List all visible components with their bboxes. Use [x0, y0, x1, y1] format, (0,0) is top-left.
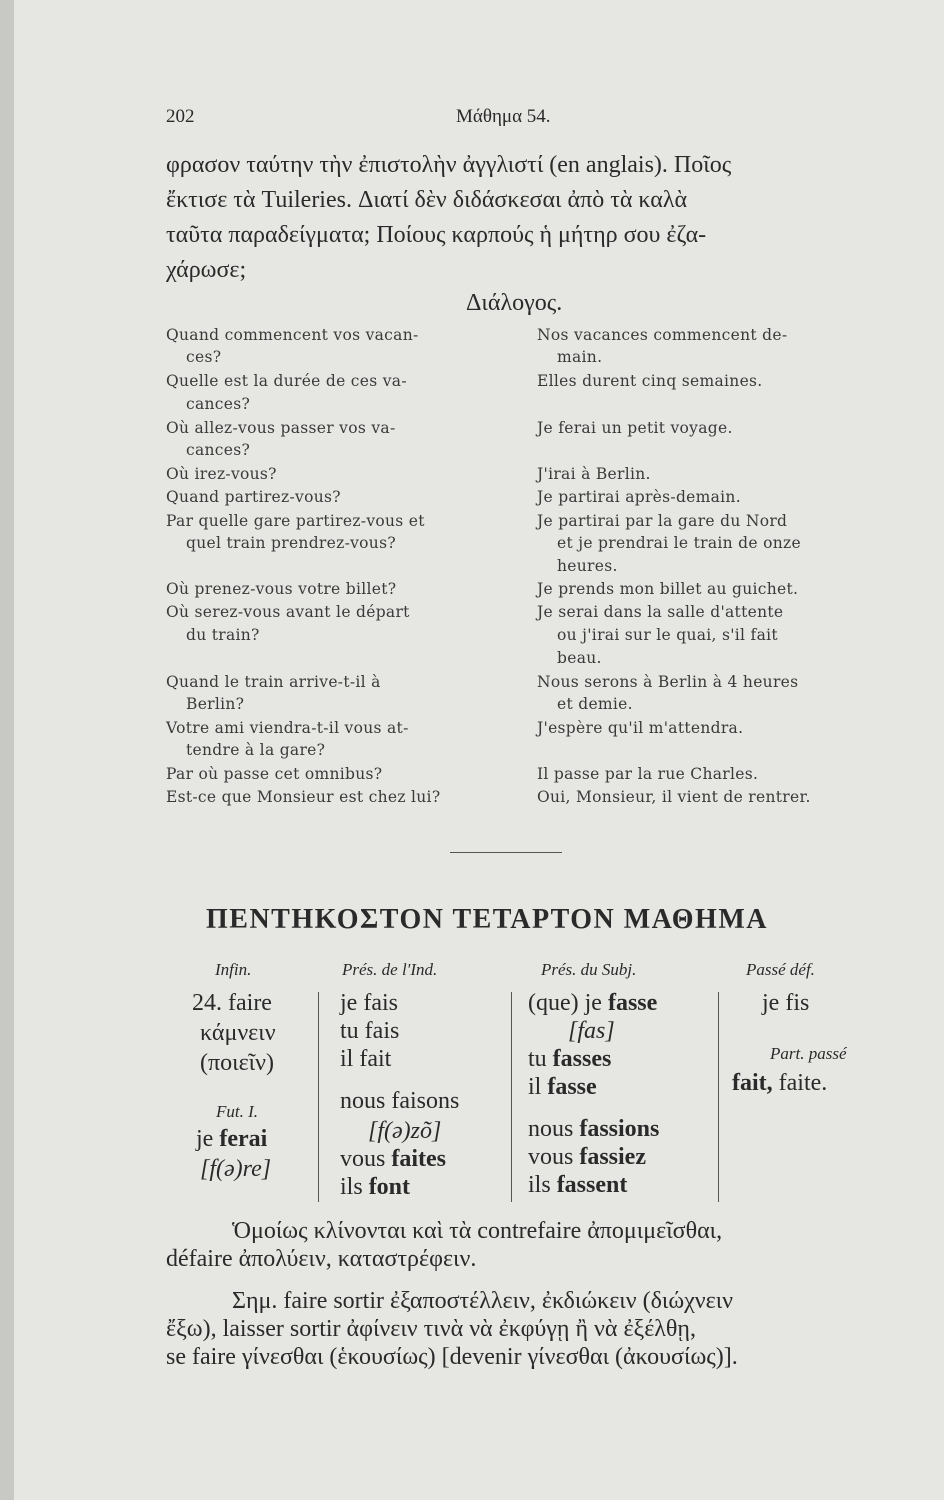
- column-divider: [318, 992, 319, 1202]
- dialog-question: Votre ami viendra-t-il vous at-: [166, 719, 409, 737]
- page-edge: [0, 0, 14, 1500]
- dialog-answer: Je partirai après-demain.: [537, 488, 741, 506]
- pres-subj-phonetic: [fas]: [568, 1018, 615, 1044]
- dialog-question: Où allez-vous passer vos va-: [166, 419, 396, 437]
- dialog-answer: Nous serons à Berlin à 4 heures: [537, 673, 799, 691]
- pres-subj-tu: tu fasses: [528, 1046, 612, 1072]
- pres-ind-vous: vous faites: [340, 1146, 446, 1172]
- column-divider: [718, 992, 719, 1202]
- infin-verb: 24. faire: [192, 990, 272, 1016]
- dialog-answer: main.: [557, 348, 603, 366]
- intro-line: φρασον ταύτην τὴν ἐπιστολὴν ἀγγλιστί (en anglais). Ποῖος: [166, 152, 732, 178]
- page-header-title: Μάθημα 54.: [456, 106, 551, 127]
- pres-subj-vous: vous fassiez: [528, 1144, 646, 1170]
- column-header-pres-subj: Prés. du Subj.: [541, 960, 637, 979]
- infin-greek-alt: (ποιεῖν): [200, 1050, 274, 1076]
- footer-line: Ὁμοίως κλίνονται καὶ τὰ contrefaire ἀπομιμεῖσθαι,: [232, 1218, 723, 1244]
- lesson-heading: ΠΕΝΤΗΚΟΣΤΟΝ ΤΕΤΑΡΤΟΝ ΜΑΘΗΜΑ: [206, 904, 768, 935]
- participle-form: fait, faite.: [732, 1070, 828, 1096]
- column-divider: [511, 992, 512, 1202]
- footer-line: défaire ἀπολύειν, καταστρέφειν.: [166, 1246, 477, 1272]
- dialog-answer: heures.: [557, 557, 618, 575]
- dialog-question: Par quelle gare partirez-vous et: [166, 512, 425, 530]
- dialog-question: cances?: [186, 395, 251, 413]
- future-form: je ferai: [196, 1126, 268, 1152]
- dialog-question: Par où passe cet omnibus?: [166, 765, 383, 783]
- footer-line: se faire γίνεσθαι (ἑκουσίως) [devenir γίνεσθαι (ἀκουσίως)].: [166, 1344, 738, 1370]
- intro-line: ταῦτα παραδείγματα; Ποίους καρπούς ἡ μήτηρ σου ἐζα-: [166, 222, 707, 248]
- intro-line: χάρωσε;: [166, 257, 247, 283]
- intro-line: ἔκτισε τὰ Tuileries. Διατί δὲν διδάσκεσαι ἀπὸ τὰ καλὰ: [166, 187, 688, 213]
- dialog-question: du train?: [186, 626, 260, 644]
- pres-ind-nous: nous faisons: [340, 1088, 460, 1114]
- dialog-answer: beau.: [557, 649, 602, 667]
- section-divider: [450, 852, 562, 853]
- dialog-answer: Il passe par la rue Charles.: [537, 765, 759, 783]
- infin-greek: κάμνειν: [200, 1020, 276, 1046]
- dialog-question: Quand commencent vos vacan-: [166, 326, 419, 344]
- pres-ind-ils: ils font: [340, 1174, 411, 1200]
- footer-line: Σημ. faire sortir ἐξαποστέλλειν, ἐκδιώκειν (διώχνειν: [232, 1288, 734, 1314]
- column-header-pres-ind: Prés. de l'Ind.: [342, 960, 438, 979]
- dialog-answer: Je partirai par la gare du Nord: [537, 512, 788, 530]
- column-header-infin: Infin.: [215, 960, 252, 979]
- dialog-answer: Oui, Monsieur, il vient de rentrer.: [537, 788, 811, 806]
- column-header-passe-def: Passé déf.: [746, 960, 815, 979]
- dialog-question: Où serez-vous avant le départ: [166, 603, 410, 621]
- dialog-question: Est-ce que Monsieur est chez lui?: [166, 788, 441, 806]
- dialog-answer: et je prendrai le train de onze: [557, 534, 801, 552]
- dialog-question: Quelle est la durée de ces va-: [166, 372, 407, 390]
- pres-subj-je: (que) je fasse: [528, 990, 658, 1016]
- pres-ind-phonetic: [f(ə)zõ]: [368, 1118, 442, 1144]
- pres-ind-tu: tu fais: [340, 1018, 400, 1044]
- pres-subj-il: il fasse: [528, 1074, 597, 1100]
- dialog-answer: Elles durent cinq semaines.: [537, 372, 763, 390]
- pres-subj-nous: nous fassions: [528, 1116, 660, 1142]
- future-label: Fut. I.: [216, 1102, 259, 1121]
- dialog-answer: J'espère qu'il m'attendra.: [537, 719, 744, 737]
- future-phonetic: [f(ə)re]: [200, 1156, 272, 1182]
- dialog-question: ces?: [186, 348, 222, 366]
- dialog-question: Quand le train arrive-t-il à: [166, 673, 381, 691]
- footer-line: ἔξω), laisser sortir ἀφίνειν τινὰ νὰ ἐκφύγῃ ἢ νὰ ἐξέλθῃ,: [166, 1316, 696, 1342]
- dialog-answer: Nos vacances commencent de-: [537, 326, 788, 344]
- dialog-question: Quand partirez-vous?: [166, 488, 341, 506]
- pres-subj-ils: ils fassent: [528, 1172, 628, 1198]
- dialog-question: Où irez-vous?: [166, 465, 277, 483]
- dialog-answer: Je serai dans la salle d'attente: [537, 603, 784, 621]
- page-number: 202: [166, 106, 195, 127]
- dialog-title: Διάλογος.: [466, 290, 563, 316]
- dialog-answer: Je ferai un petit voyage.: [537, 419, 733, 437]
- dialog-answer: Je prends mon billet au guichet.: [537, 580, 799, 598]
- dialog-answer: J'irai à Berlin.: [537, 465, 651, 483]
- pres-ind-je: je fais: [340, 990, 398, 1016]
- dialog-question: quel train prendrez-vous?: [186, 534, 396, 552]
- dialog-answer: ou j'irai sur le quai, s'il fait: [557, 626, 778, 644]
- passe-def-je: je fis: [762, 990, 810, 1016]
- dialog-question: Berlin?: [186, 695, 245, 713]
- dialog-question: Où prenez-vous votre billet?: [166, 580, 397, 598]
- dialog-question: tendre à la gare?: [186, 741, 326, 759]
- pres-ind-il: il fait: [340, 1046, 392, 1072]
- dialog-question: cances?: [186, 441, 251, 459]
- participle-label: Part. passé: [770, 1044, 847, 1063]
- dialog-answer: et demie.: [557, 695, 633, 713]
